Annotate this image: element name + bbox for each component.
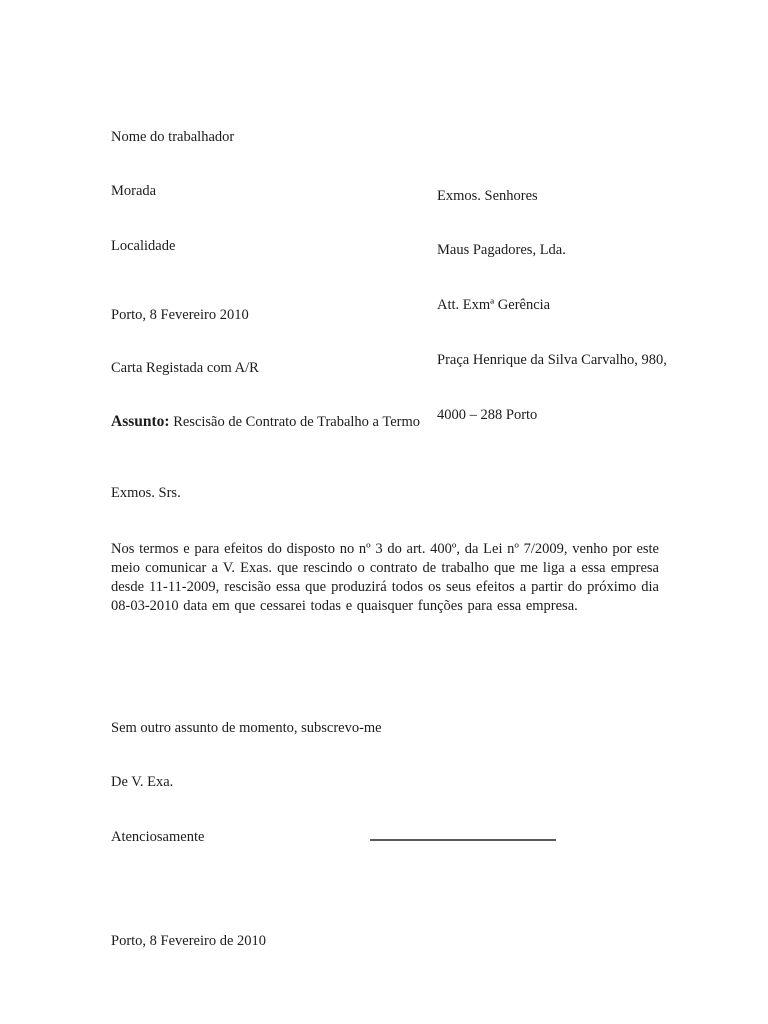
letter-date-top: Porto, 8 Fevereiro 2010 (111, 307, 249, 323)
signature-line (370, 839, 556, 841)
letter-date-bottom: Porto, 8 Fevereiro de 2010 (111, 933, 267, 949)
sender-address-block (111, 91, 234, 292)
recipient-address-block (437, 150, 667, 461)
registered-mail-note: Carta Registada com A/R (111, 360, 259, 376)
subject-label: Assunto: (111, 413, 170, 430)
recipient-postal-city: 4000 – 288 Porto (437, 407, 538, 424)
recipient-salutation: Exmos. Senhores (437, 187, 538, 204)
recipient-company: Maus Pagadores, Lda. (437, 242, 566, 259)
sender-locality: Localidade (111, 238, 176, 255)
body-paragraph: Nos termos e para efeitos do disposto no nº 3 do art. 400º, da Lei nº 7/2009, venho por este meio comunicar a V. Exas. que rescindo o contrato de trabalho que me liga a essa empresa desde 11-11-2009, rescisão essa que produzirá todos os seus efeitos a partir do próximo dia 08-03-2010 data em que cessarei todas e quaisquer funções para essa empresa. (111, 541, 659, 614)
closing-line-3: Atenciosamente (111, 829, 205, 846)
subject-line (111, 413, 420, 431)
subject-text: Rescisão de Contrato de Trabalho a Termo (169, 414, 420, 430)
sender-street: Morada (111, 183, 157, 200)
closing-block (111, 682, 382, 883)
sender-name: Nome do trabalhador (111, 128, 235, 145)
recipient-attention: Att. Exmª Gerência (437, 297, 551, 314)
recipient-street: Praça Henrique da Silva Carvalho, 980, (437, 352, 667, 369)
closing-line-2: De V. Exa. (111, 774, 174, 791)
closing-line-1: Sem outro assunto de momento, subscrevo-me (111, 719, 382, 736)
salutation: Exmos. Srs. (111, 485, 181, 501)
